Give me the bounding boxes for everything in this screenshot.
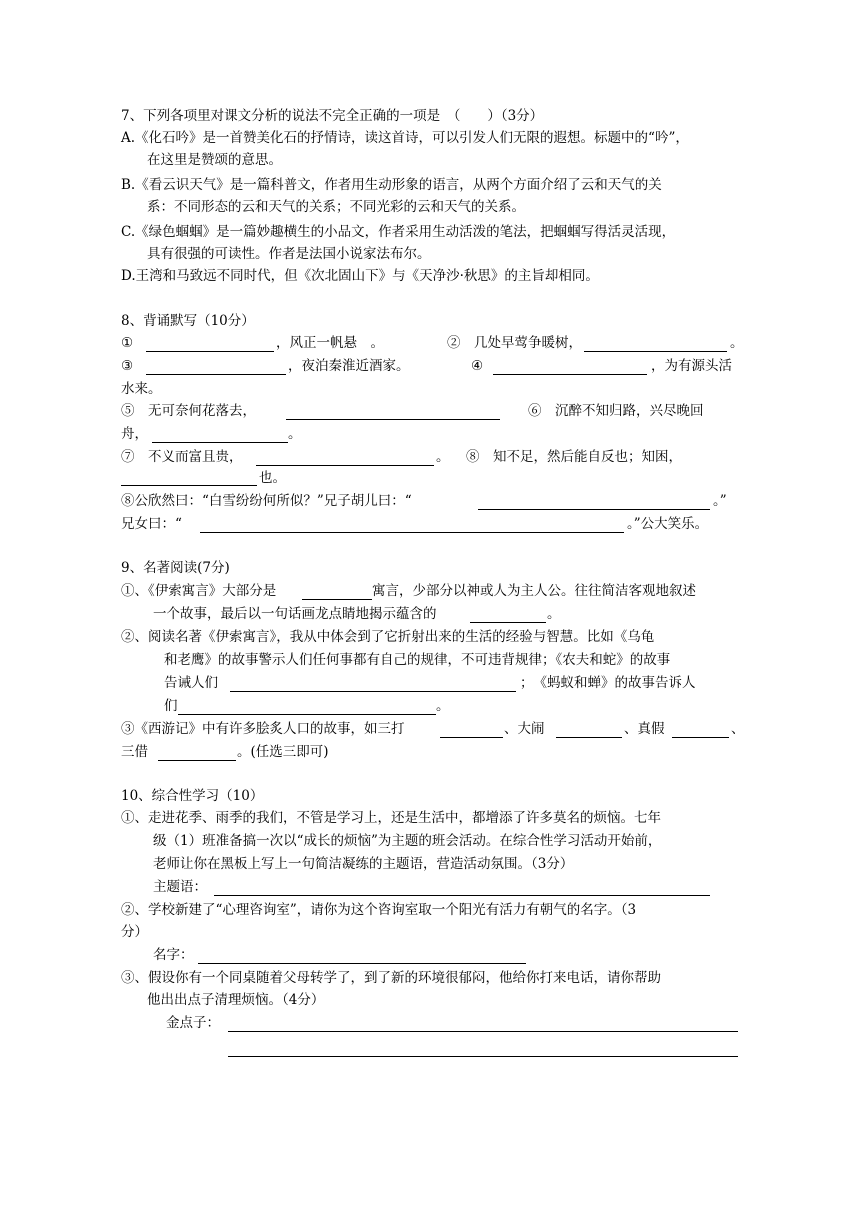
q8-blank-4[interactable]	[493, 374, 647, 375]
q8-item4-cont: 水来。	[121, 381, 162, 397]
q8-item2-text: ② 几处早莺争暖树，	[447, 335, 582, 351]
q9-blank-4[interactable]	[178, 714, 436, 715]
q9-blank-1[interactable]	[302, 599, 372, 600]
q9-p2-line4-start: 们	[164, 698, 178, 714]
q9-p1-end: 。	[547, 606, 561, 622]
q8-item6-text: ⑥ 沉醉不知归路，兴尽晚回	[528, 403, 704, 419]
q10-p3-line2: 他出出点子清理烦恼。（4分）	[147, 992, 325, 1008]
q10-idea-input-1[interactable]	[228, 1031, 738, 1032]
q9-p1-start: ①、《伊索寓言》大部分是	[121, 583, 277, 599]
q10-p2-line1: ②、学校新建了“心理咨询室”，请你为这个咨询室取一个阳光有活力有朝气的名字。（3	[121, 902, 637, 918]
q9-p3-d: 、	[731, 721, 745, 737]
q8-item8-end: 也。	[259, 470, 286, 486]
q8-item1-text: ，风正一帆悬 。	[276, 335, 384, 351]
q7-option-d: D.王湾和马致远不同时代，但《次北固山下》与《天净沙·秋思》的主旨却相同。	[121, 268, 599, 284]
q8-item3-text: ，夜泊秦淮近酒家。	[288, 358, 410, 374]
q10-p1-line2: 级（1）班准备搞一次以“成长的烦恼”为主题的班会活动。在综合性学习活动开始前，	[153, 833, 662, 849]
q7-option-a: A.《化石吟》是一首赞美化石的抒情诗，读这首诗，可以引发人们无限的遐想。标题中的“吟”，	[121, 130, 689, 146]
q7-option-a-cont: 在这里是赞颂的意思。	[147, 152, 282, 168]
q8-item8-text: ⑧ 知不足，然后能自反也；知困，	[466, 449, 682, 465]
q9-blank-2[interactable]	[470, 622, 546, 623]
q9-p3-start: ③《西游记》中有许多脍炙人口的故事，如三打	[121, 721, 405, 737]
q7-option-c: C.《绿色蝈蝈》是一篇妙趣横生的小品文，作者采用生动活泼的笔法，把蝈蝈写得活灵活现，	[121, 224, 676, 240]
q9-blank-6[interactable]	[556, 737, 622, 738]
q9-p3-b: 、大闹	[504, 721, 545, 737]
q8-item3-num: ③	[121, 358, 134, 374]
q10-name-input[interactable]	[198, 963, 526, 964]
q8-item9-tail: 。”公大笑乐。	[627, 516, 709, 532]
q8-blank-3[interactable]	[146, 374, 286, 375]
q8-blank-2[interactable]	[584, 351, 727, 352]
q10-idea-label: 金点子：	[166, 1015, 220, 1031]
q9-p3-end: 。(任选三即可)	[237, 744, 329, 760]
q8-blank-8[interactable]	[121, 485, 257, 486]
q8-item2-end: 。	[730, 335, 744, 351]
q9-blank-8[interactable]	[158, 760, 236, 761]
q9-blank-5[interactable]	[440, 737, 503, 738]
q10-p3-line1: ③、假设你有一个同桌随着父母转学了，到了新的环境很郁闷，他给你打来电话，请你帮助	[121, 970, 661, 986]
q9-blank-3[interactable]	[230, 691, 516, 692]
q8-blank-10[interactable]	[200, 532, 624, 533]
q8-item9-text: ⑧公欣然曰：“白雪纷纷何所似？”兄子胡儿曰：“	[121, 493, 412, 509]
q8-item9-end: 。”	[713, 493, 727, 509]
q8-item5-text: ⑤ 无可奈何花落去，	[121, 403, 256, 419]
q8-item4-text: ，为有源头活	[651, 358, 732, 374]
q8-item6-end: 。	[288, 426, 302, 442]
q10-p1-line1: ①、走进花季、雨季的我们，不管是学习上，还是生活中，都增添了许多莫名的烦恼。七年	[121, 810, 661, 826]
q8-blank-5[interactable]	[286, 419, 500, 420]
q9-p2-line3-rest: ； 《蚂蚁和蝉》的故事告诉人	[520, 675, 696, 691]
q9-p1-rest: 寓言，少部分以神或人为主人公。往往简洁客观地叙述	[372, 583, 696, 599]
q10-title: 10、综合性学习（10）	[121, 788, 264, 804]
q10-theme-label: 主题语：	[153, 879, 207, 895]
q9-p3-c: 、真假	[624, 721, 665, 737]
q8-item7-text: ⑦ 不义而富且贵，	[121, 449, 243, 465]
q9-p2-line1: ②、阅读名著《伊索寓言》，我从中体会到了它折射出来的生活的经验与智慧。比如《乌龟	[121, 629, 655, 645]
q8-blank-7[interactable]	[256, 465, 434, 466]
q8-blank-6[interactable]	[152, 442, 288, 443]
q8-blank-9[interactable]	[478, 509, 710, 510]
q9-title: 9、名著阅读(7分)	[121, 560, 230, 576]
q10-idea-input-2[interactable]	[228, 1056, 738, 1057]
q8-title: 8、背诵默写（10分）	[121, 313, 255, 329]
q10-p1-line3: 老师让你在黑板上写上一句简洁凝练的主题语，营造活动氛围。（3分）	[153, 856, 574, 872]
q10-name-label: 名字：	[153, 947, 194, 963]
q10-p2-line2: 分）	[121, 924, 148, 940]
q9-p2-end: 。	[436, 698, 450, 714]
q8-blank-1[interactable]	[146, 351, 274, 352]
q8-item4-num: ④	[471, 358, 484, 374]
q10-theme-input[interactable]	[214, 895, 710, 896]
q9-blank-7[interactable]	[672, 737, 729, 738]
q9-p2-line2: 和老鹰》的故事警示人们任何事都有自己的规律，不可违背规律；《农夫和蛇》的故事	[164, 652, 671, 668]
q7-title: 7、下列各项里对课文分析的说法不完全正确的一项是 （ ）（3分）	[121, 108, 544, 124]
q7-option-b-cont: 系：不同形态的云和天气的关系；不同光彩的云和天气的关系。	[147, 199, 525, 215]
q9-p2-line3-start: 告诫人们	[164, 675, 218, 691]
q9-p3-line2-start: 三借	[121, 744, 148, 760]
q7-option-b: B.《看云识天气》是一篇科普文，作者用生动形象的语言，从两个方面介绍了云和天气的关	[121, 177, 662, 193]
q8-item6-cont: 舟，	[121, 426, 148, 442]
q8-item7-end: 。	[436, 449, 450, 465]
q9-p1-cont: 一个故事，最后以一句话画龙点睛地揭示蕴含的	[153, 606, 437, 622]
q7-option-c-cont: 具有很强的可读性。作者是法国小说家法布尔。	[147, 246, 431, 262]
q8-item1-num: ①	[121, 335, 134, 351]
q8-item9-cont: 兄女曰：“	[121, 516, 182, 532]
